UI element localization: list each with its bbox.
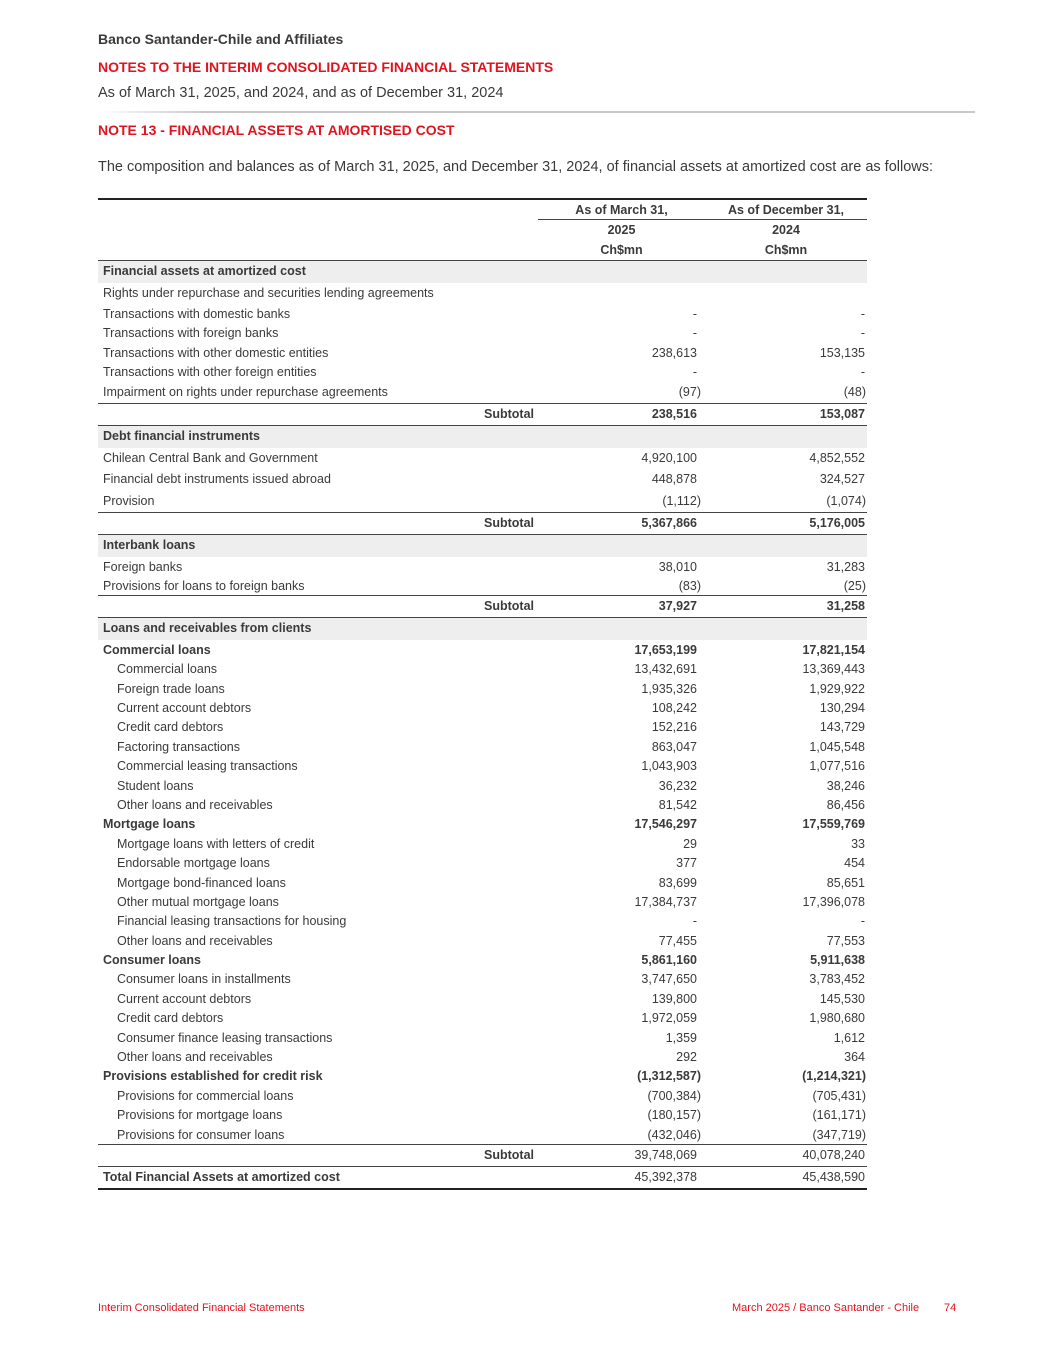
- table-row: Commercial leasing transactions 1,043,903 1,077,516: [117, 759, 865, 774]
- table-row: Commercial loans 13,432,691 13,369,443: [117, 662, 865, 677]
- col1-unit: Ch$mn: [600, 243, 643, 257]
- table-row: Endorsable mortgage loans 377 454: [117, 856, 865, 871]
- notes-title: NOTES TO THE INTERIM CONSOLIDATED FINANCIAL STATEMENTS: [98, 59, 554, 75]
- table-row: Mortgage bond-financed loans 83,699 85,651: [117, 875, 865, 890]
- table-row: Current account debtors 139,800 145,530: [117, 991, 865, 1006]
- table-row: Student loans 36,232 38,246: [117, 778, 865, 793]
- table-row: Transactions with other foreign entities - -: [103, 365, 865, 380]
- footer-period: March 2025 / Banco Santander - Chile: [732, 1302, 920, 1314]
- total-row: Total Financial Assets at amortized cost 45,392,378 45,438,590: [98, 1167, 867, 1190]
- table-row: Credit card debtors 1,972,059 1,980,680: [117, 1011, 865, 1026]
- group-row: Mortgage loans 17,546,297 17,559,769: [103, 817, 865, 832]
- table-row: Credit card debtors 152,216 143,729: [117, 720, 865, 735]
- col1-year: 2025: [607, 223, 636, 237]
- section-header: Debt financial instruments: [98, 426, 867, 448]
- table-header-year: [98, 220, 867, 240]
- table-row: Current account debtors 108,242 130,294: [117, 701, 865, 716]
- table-row: Provisions for loans to foreign banks (83) (25): [98, 576, 867, 596]
- subtotal-row: Subtotal 39,748,069 40,078,240: [98, 1145, 867, 1167]
- table-row: Financial debt instruments issued abroad 448,878 324,527: [103, 472, 865, 487]
- table-row: Rights under repurchase and securities lending agreements: [103, 285, 434, 300]
- table-row: Provisions for consumer loans (432,046) (347,719): [98, 1125, 867, 1145]
- note-intro: The composition and balances as of March 31, 2025, and December 31, 2024, of financial assets at amortized cost are as follows:: [98, 159, 934, 175]
- group-row: Consumer loans 5,861,160 5,911,638: [103, 953, 865, 968]
- group-row: Provisions established for credit risk (1,312,587) (1,214,321): [103, 1069, 866, 1084]
- table-row: Transactions with domestic banks - -: [103, 307, 865, 321]
- table-row: Provisions for mortgage loans (180,157) (161,171): [117, 1108, 866, 1123]
- table-row: Impairment on rights under repurchase agreements (97) (48): [98, 382, 867, 405]
- table-row: Factoring transactions 863,047 1,045,548: [117, 739, 865, 754]
- page-number: 74: [944, 1302, 957, 1314]
- table-header-period: [98, 200, 867, 220]
- group-row: Commercial loans 17,653,199 17,821,154: [103, 642, 865, 657]
- table-row: Other loans and receivables 81,542 86,456: [117, 797, 865, 812]
- table-row: Chilean Central Bank and Government 4,920,100 4,852,552: [103, 450, 865, 465]
- header-divider: [98, 111, 975, 113]
- table-row: Other loans and receivables 77,455 77,553: [117, 933, 865, 948]
- table-header-unit: [98, 240, 867, 261]
- table-row: Transactions with foreign banks - -: [103, 326, 865, 341]
- as-of-date: As of March 31, 2025, and 2024, and as of December 31, 2024: [98, 85, 504, 101]
- col1-period: As of March 31,: [538, 203, 705, 220]
- section-header: Financial assets at amortized cost: [98, 261, 867, 283]
- col2-unit: Ch$mn: [764, 243, 808, 257]
- section-header: Loans and receivables from clients: [98, 618, 867, 640]
- table-row: Foreign trade loans 1,935,326 1,929,922: [117, 681, 865, 696]
- col2-year: 2024: [772, 223, 800, 237]
- table-row: Mortgage loans with letters of credit 29 33: [117, 836, 865, 851]
- table-row: Consumer loans in installments 3,747,650 3,783,452: [117, 972, 865, 987]
- table-row: Financial leasing transactions for housing - -: [117, 914, 865, 929]
- note-title: NOTE 13 - FINANCIAL ASSETS AT AMORTISED COST: [98, 122, 455, 138]
- table-row: Provision (1,112) (1,074): [98, 491, 867, 514]
- subtotal-row: Subtotal 238,516 153,087: [98, 404, 867, 426]
- table-row: Provisions for commercial loans (700,384) (705,431): [117, 1088, 866, 1103]
- section-header: Interbank loans: [98, 535, 867, 557]
- company-name: Banco Santander-Chile and Affiliates: [98, 31, 344, 47]
- table-row: Other mutual mortgage loans 17,384,737 17,396,078: [117, 894, 865, 909]
- financial-assets-table: [98, 198, 867, 1190]
- table-row: Transactions with other domestic entities 238,613 153,135: [103, 345, 865, 360]
- footer-title: Interim Consolidated Financial Statements: [98, 1302, 305, 1314]
- subtotal-row: Subtotal 5,367,866 5,176,005: [98, 513, 867, 535]
- subtotal-row: Subtotal 37,927 31,258: [98, 596, 867, 618]
- col2-period: As of December 31,: [705, 203, 867, 220]
- table-row: Consumer finance leasing transactions 1,359 1,612: [117, 1030, 865, 1045]
- table-row: Other loans and receivables 292 364: [117, 1050, 865, 1065]
- table-row: Foreign banks 38,010 31,283: [103, 559, 865, 574]
